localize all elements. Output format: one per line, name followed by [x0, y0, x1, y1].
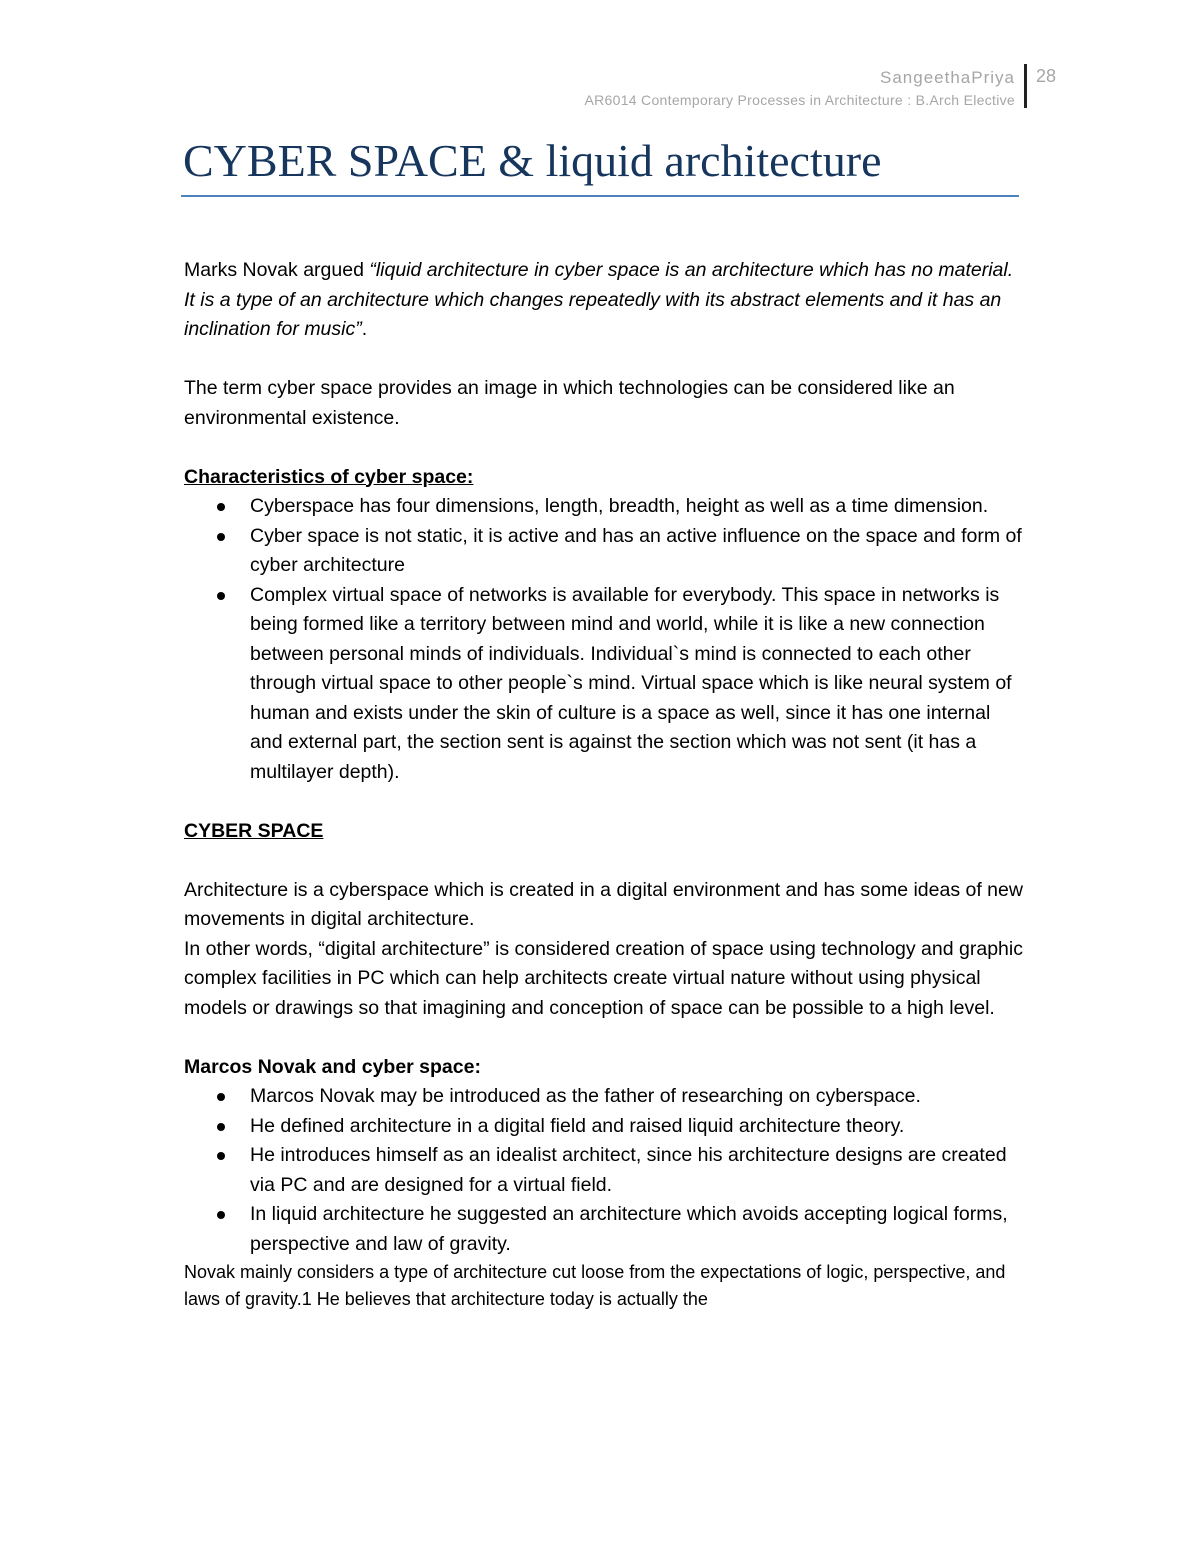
intro-paragraph [184, 256, 1024, 345]
list-item-text: Cyber space is not static, it is active and has an active influence on the space and form of cyber architecture [250, 524, 1022, 576]
cyber-space-paragraph-1: Architecture is a cyberspace which is created in a digital environment and has some ideas of new movements in digital architecture. [184, 878, 1023, 930]
header-author: SangeethaPriya [880, 68, 1015, 87]
list-item [184, 522, 1024, 581]
characteristics-heading: Characteristics of cyber space: [184, 465, 474, 488]
intro-quote: “liquid architecture in cyber space is an architecture which has no material. It is a type of an architecture which changes repeatedly with its abstract elements and it has an inclination for music” [184, 259, 1014, 340]
page-header [584, 66, 1015, 110]
intro-lead: Marks Novak argued [184, 259, 370, 281]
spacer [184, 345, 1024, 375]
marcos-heading: Marcos Novak and cyber space: [184, 1055, 481, 1078]
page-number: 28 [1036, 66, 1057, 86]
bullet-icon [217, 503, 225, 511]
term-paragraph: The term cyber space provides an image in which technologies can be considered like an environmental existence. [184, 377, 955, 429]
list-item [184, 581, 1024, 788]
cyber-space-paragraph-2: In other words, “digital architecture” is considered creation of space using technology and graphic complex facilities in PC which can help architects create virtual nature without using physical models or drawings so that imagining and conception of space can be possible to a high level. [184, 937, 1023, 1019]
list-item-text: Marcos Novak may be introduced as the father of researching on cyberspace. [250, 1085, 921, 1107]
page-title: CYBER SPACE & liquid architecture [183, 135, 882, 186]
list-item [184, 1082, 1024, 1112]
spacer [184, 433, 1024, 463]
list-item-text: Complex virtual space of networks is available for everybody. This space in networks is being formed like a territory between mind and world, while it is like a new connection between personal minds of individuals. Individual`s mind is connected to each other through virtual space to other people`s mind. Virtual space which is like neural system of human and exists under the skin of culture is a space as well, since it has one internal and external part, the section sent is against the section which was not sent (it has a multilayer depth). [250, 583, 1012, 783]
marcos-list [184, 1082, 1024, 1259]
spacer [184, 1023, 1024, 1053]
title-underline-rule [181, 195, 1019, 197]
bullet-icon [217, 592, 225, 600]
document-body [184, 256, 1024, 1313]
bullet-icon [217, 1093, 225, 1101]
header-course: AR6014 Contemporary Processes in Architecture : B.Arch Elective [584, 92, 1015, 108]
cyber-space-heading: CYBER SPACE [184, 819, 324, 842]
list-item [184, 1141, 1024, 1200]
closing-paragraph: Novak mainly considers a type of architecture cut loose from the expectations of logic, perspective, and laws of gravity.1 He believes that architecture today is actually the [184, 1262, 1006, 1309]
header-divider [1024, 64, 1027, 108]
list-item [184, 1112, 1024, 1142]
bullet-icon [217, 533, 225, 541]
spacer [184, 787, 1024, 817]
list-item-text: In liquid architecture he suggested an architecture which avoids accepting logical forms, perspective and law of gravity. [250, 1203, 1008, 1255]
list-item-text: Cyberspace has four dimensions, length, breadth, height as well as a time dimension. [250, 495, 989, 517]
bullet-icon [217, 1211, 225, 1219]
spacer [184, 846, 1024, 876]
list-item [184, 1200, 1024, 1259]
characteristics-list [184, 492, 1024, 787]
list-item-text: He defined architecture in a digital field and raised liquid architecture theory. [250, 1114, 905, 1137]
list-item-text: He introduces himself as an idealist architect, since his architecture designs are created via PC and are designed for a virtual field. [250, 1144, 1007, 1196]
list-item [184, 492, 1024, 522]
bullet-icon [217, 1123, 225, 1131]
bullet-icon [217, 1152, 225, 1160]
intro-end: . [361, 318, 368, 340]
